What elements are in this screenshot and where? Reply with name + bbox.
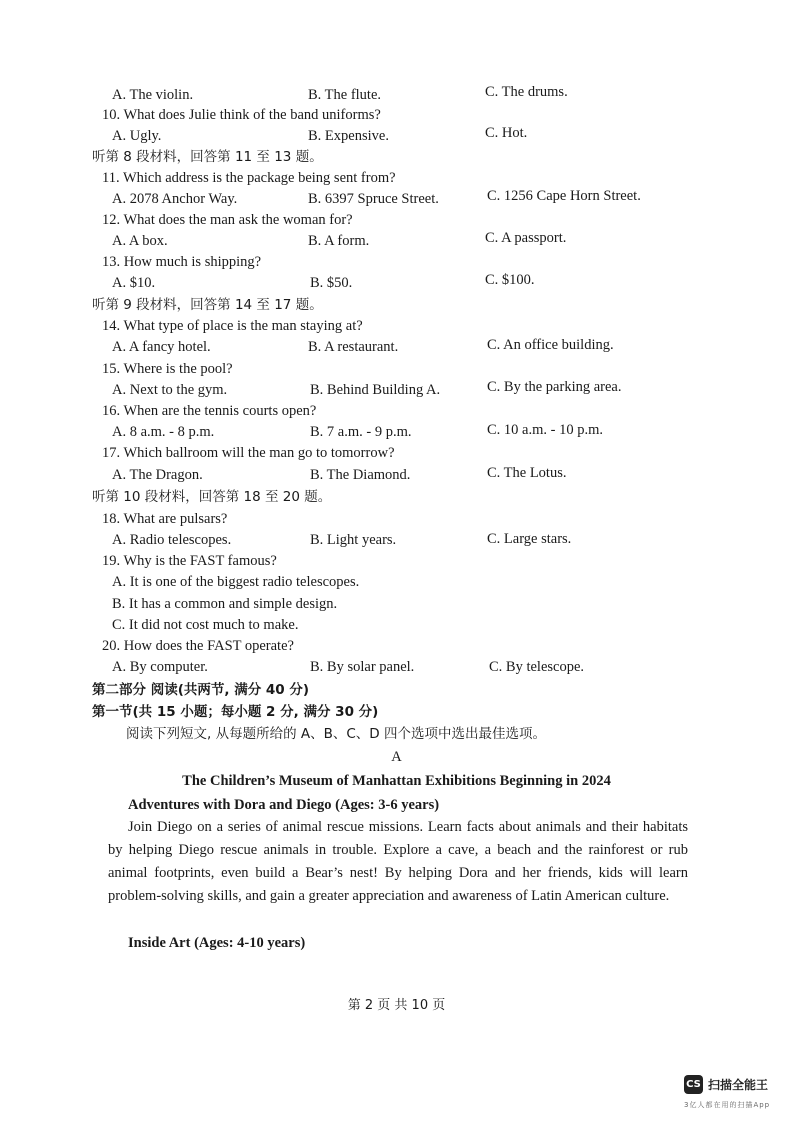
q17-option-a: A. The Dragon.: [112, 467, 203, 483]
q15-stem: 15. Where is the pool?: [102, 361, 233, 377]
scanner-app-name: 扫描全能王: [708, 1078, 769, 1092]
cs-badge-icon: CS: [684, 1075, 703, 1094]
q19-option-a: A. It is one of the biggest radio telescopes.: [112, 574, 360, 590]
q15-option-b: B. Behind Building A.: [310, 382, 441, 398]
q14-option-a: A. A fancy hotel.: [112, 339, 211, 355]
q17-option-b: B. The Diamond.: [310, 467, 411, 483]
q20-option-b: B. By solar panel.: [310, 659, 415, 675]
q20-option-a: A. By computer.: [112, 659, 208, 675]
q9-option-b: B. The flute.: [308, 87, 382, 103]
section-9-instruction: 听第 9 段材料，回答第 14 至 17 题。: [92, 297, 323, 313]
q16-option-c: C. 10 a.m. - 10 p.m.: [487, 422, 603, 438]
q16-stem: 16. When are the tennis courts open?: [102, 403, 317, 419]
section-10-instruction: 听第 10 段材料，回答第 18 至 20 题。: [92, 489, 332, 505]
q12-option-a: A. A box.: [112, 233, 168, 249]
q19-option-b: B. It has a common and simple design.: [112, 596, 338, 612]
scanner-logo: [684, 1075, 768, 1094]
section-8-instruction: 听第 8 段材料，回答第 11 至 13 题。: [92, 149, 323, 165]
q14-option-c: C. An office building.: [487, 337, 614, 353]
q11-option-c: C. 1256 Cape Horn Street.: [487, 188, 641, 204]
q17-option-c: C. The Lotus.: [487, 465, 567, 481]
q13-option-a: A. $10.: [112, 275, 156, 291]
q10-option-a: A. Ugly.: [112, 128, 162, 144]
page-footer: 第 2 页 共 10 页: [347, 998, 446, 1013]
q11-option-a: A. 2078 Anchor Way.: [112, 191, 238, 207]
q18-option-b: B. Light years.: [310, 532, 397, 548]
q18-stem: 18. What are pulsars?: [102, 511, 228, 527]
passage-letter: A: [391, 749, 402, 765]
q19-option-c: C. It did not cost much to make.: [112, 617, 299, 633]
q20-option-c: C. By telescope.: [489, 659, 585, 675]
q16-option-a: A. 8 a.m. - 8 p.m.: [112, 424, 215, 440]
q19-stem: 19. Why is the FAST famous?: [102, 553, 277, 569]
q18-option-c: C. Large stars.: [487, 531, 572, 547]
part-2-section-1-heading: 第一节(共 15 小题；每小题 2 分, 满分 30 分): [92, 704, 379, 720]
q13-option-b: B. $50.: [310, 275, 353, 291]
q15-option-c: C. By the parking area.: [487, 379, 622, 395]
q11-option-b: B. 6397 Spruce Street.: [308, 191, 439, 207]
passage-title: The Children’s Museum of Manhattan Exhibitions Beginning in 2024: [182, 773, 611, 789]
part-2-heading: 第二部分 阅读(共两节, 满分 40 分): [92, 682, 310, 698]
q13-option-c: C. $100.: [485, 272, 535, 288]
exhibit-2-title: Inside Art (Ages: 4-10 years): [128, 935, 306, 951]
q14-stem: 14. What type of place is the man staying at?: [102, 318, 363, 334]
q17-stem: 17. Which ballroom will the man go to tomorrow?: [102, 445, 395, 461]
q9-option-a: A. The violin.: [112, 87, 194, 103]
q12-option-b: B. A form.: [308, 233, 370, 249]
q15-option-a: A. Next to the gym.: [112, 382, 228, 398]
q20-stem: 20. How does the FAST operate?: [102, 638, 294, 654]
q9-option-c: C. The drums.: [485, 84, 568, 100]
q12-option-c: C. A passport.: [485, 230, 567, 246]
q13-stem: 13. How much is shipping?: [102, 254, 262, 270]
scanner-tagline: 3亿人都在用的扫描App: [684, 1101, 771, 1109]
q16-option-b: B. 7 a.m. - 9 p.m.: [310, 424, 412, 440]
q10-option-b: B. Expensive.: [308, 128, 389, 144]
q12-stem: 12. What does the man ask the woman for?: [102, 212, 353, 228]
q10-stem: 10. What does Julie think of the band uniforms?: [102, 107, 381, 123]
reading-instruction: 阅读下列短文, 从每题所给的 A、B、C、D 四个选项中选出最佳选项。: [126, 726, 546, 742]
q14-option-b: B. A restaurant.: [308, 339, 399, 355]
q10-option-c: C. Hot.: [485, 125, 528, 141]
exhibit-1-title: Adventures with Dora and Diego (Ages: 3-6 years): [128, 797, 440, 813]
q18-option-a: A. Radio telescopes.: [112, 532, 232, 548]
exhibit-1-description: Join Diego on a series of animal rescue missions. Learn facts about animals and their habitats by helping Diego rescue animals in trouble. Explore a cave, a beach and the rainforest or rub animal footprints, even build a Bear’s nest! By helping Dora and her friends, kids will learn problem-solving skills, and gain a greater appreciation and awareness of Latin American culture.: [108, 819, 688, 904]
q11-stem: 11. Which address is the package being sent from?: [102, 170, 396, 186]
